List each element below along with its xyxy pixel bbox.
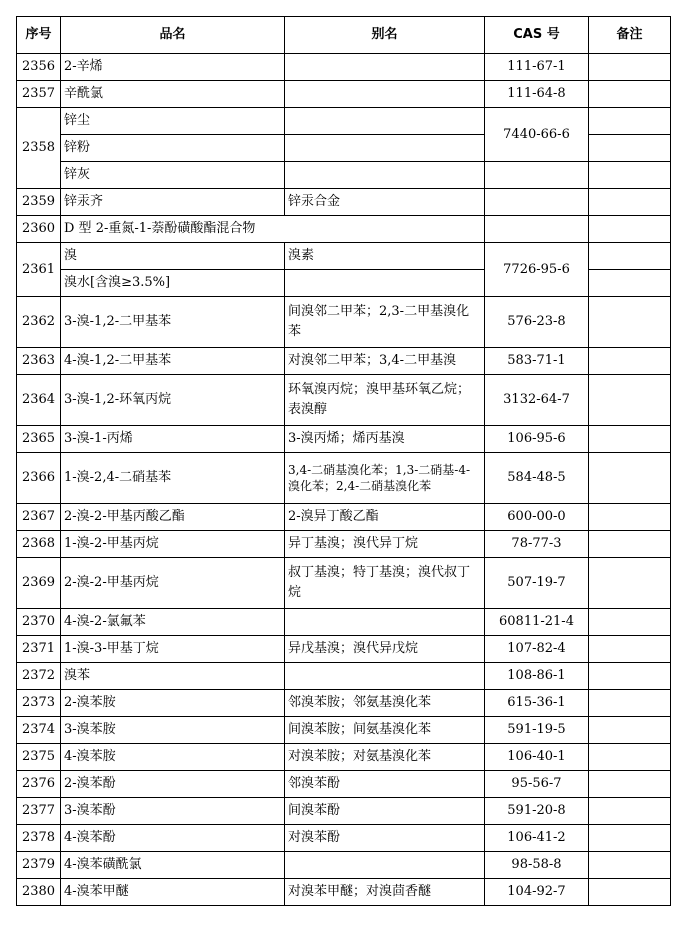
cell-name: 辛酰氯 (61, 81, 285, 108)
cell-alias: 间溴苯胺；间氨基溴化苯 (285, 717, 485, 744)
cell-cas: 3132-64-7 (485, 375, 589, 426)
table-row (17, 798, 671, 825)
cell-alias: 溴素 (285, 243, 485, 270)
cell-alias: 异戊基溴；溴代异戊烷 (285, 636, 485, 663)
cell-no: 2375 (17, 744, 61, 771)
cell-name: 溴苯 (61, 663, 285, 690)
table-row (17, 81, 671, 108)
cell-note (589, 558, 671, 609)
cell-note (589, 531, 671, 558)
cell-note (589, 690, 671, 717)
cell-alias: 邻溴苯胺；邻氨基溴化苯 (285, 690, 485, 717)
cell-name: 4-溴苯磺酰氯 (61, 852, 285, 879)
cell-cas: 584-48-5 (485, 453, 589, 504)
cell-name: 锌灰 (61, 162, 285, 189)
cell-name: 3-溴-1,2-二甲基苯 (61, 297, 285, 348)
cell-note (589, 717, 671, 744)
cell-note (589, 744, 671, 771)
header-alias: 别名 (285, 17, 485, 54)
table-row (17, 504, 671, 531)
cell-no: 2371 (17, 636, 61, 663)
table-row (17, 426, 671, 453)
cell-no: 2367 (17, 504, 61, 531)
cell-alias: 间溴苯酚 (285, 798, 485, 825)
cell-note (589, 504, 671, 531)
cell-note (589, 879, 671, 906)
cell-alias: 3,4-二硝基溴化苯；1,3-二硝基-4-溴化苯；2,4-二硝基溴化苯 (285, 453, 485, 504)
header-cas: CAS 号 (485, 17, 589, 54)
cell-note (589, 216, 671, 243)
cell-note (589, 375, 671, 426)
cell-alias: 对溴苯甲醚；对溴茴香醚 (285, 879, 485, 906)
table-row (17, 375, 671, 426)
cell-cas: 98-58-8 (485, 852, 589, 879)
cell-cas: 107-82-4 (485, 636, 589, 663)
table-row (17, 663, 671, 690)
cell-no: 2370 (17, 609, 61, 636)
cell-no: 2356 (17, 54, 61, 81)
table-row (17, 54, 671, 81)
cell-name: 3-溴-1-丙烯 (61, 426, 285, 453)
cell-note (589, 54, 671, 81)
table-row (17, 297, 671, 348)
cell-no: 2364 (17, 375, 61, 426)
cell-alias: 对溴苯酚 (285, 825, 485, 852)
cell-cas (485, 162, 589, 189)
header-name: 品名 (61, 17, 285, 54)
cell-cas: 108-86-1 (485, 663, 589, 690)
cell-cas: 60811-21-4 (485, 609, 589, 636)
cell-alias: 对溴苯胺；对氨基溴化苯 (285, 744, 485, 771)
cell-no: 2359 (17, 189, 61, 216)
table-row (17, 453, 671, 504)
cell-alias: 环氧溴丙烷；溴甲基环氧乙烷；表溴醇 (285, 375, 485, 426)
cell-alias: 锌汞合金 (285, 189, 485, 216)
cell-cas: 106-95-6 (485, 426, 589, 453)
cell-alias: 间溴邻二甲苯；2,3-二甲基溴化苯 (285, 297, 485, 348)
table-row (17, 717, 671, 744)
cell-note (589, 771, 671, 798)
cell-alias: 异丁基溴；溴代异丁烷 (285, 531, 485, 558)
cell-no: 2378 (17, 825, 61, 852)
cell-name: 2-辛烯 (61, 54, 285, 81)
cell-note (589, 426, 671, 453)
cell-no: 2369 (17, 558, 61, 609)
cell-note (589, 162, 671, 189)
cell-no: 2374 (17, 717, 61, 744)
table-row (17, 216, 671, 243)
cell-no: 2368 (17, 531, 61, 558)
cell-alias: 叔丁基溴；特丁基溴；溴代叔丁烷 (285, 558, 485, 609)
header-no: 序号 (17, 17, 61, 54)
cell-cas (485, 189, 589, 216)
cell-name: 3-溴苯酚 (61, 798, 285, 825)
cell-name: 2-溴苯酚 (61, 771, 285, 798)
cell-alias (285, 162, 485, 189)
cell-no: 2377 (17, 798, 61, 825)
cell-cas: 7726-95-6 (485, 243, 589, 297)
cell-name: 锌汞齐 (61, 189, 285, 216)
table-row (17, 108, 671, 135)
cell-note (589, 135, 671, 162)
table-row (17, 825, 671, 852)
header-note: 备注 (589, 17, 671, 54)
cell-name: 2-溴苯胺 (61, 690, 285, 717)
cell-name: 溴水[含溴≥3.5%] (61, 270, 285, 297)
cell-name: 2-溴-2-甲基丙酸乙酯 (61, 504, 285, 531)
cell-name: 3-溴-1,2-环氧丙烷 (61, 375, 285, 426)
cell-name: 锌粉 (61, 135, 285, 162)
cell-note (589, 297, 671, 348)
cell-no: 2361 (17, 243, 61, 297)
cell-name: 3-溴苯胺 (61, 717, 285, 744)
cell-name: 1-溴-3-甲基丁烷 (61, 636, 285, 663)
cell-alias: 3-溴丙烯；烯丙基溴 (285, 426, 485, 453)
cell-alias: 2-溴异丁酸乙酯 (285, 504, 485, 531)
cell-no: 2362 (17, 297, 61, 348)
cell-alias (285, 81, 485, 108)
table-row (17, 771, 671, 798)
cell-cas: 600-00-0 (485, 504, 589, 531)
cell-alias (285, 135, 485, 162)
table-row (17, 348, 671, 375)
cell-name: 4-溴苯甲醚 (61, 879, 285, 906)
cell-note (589, 453, 671, 504)
cell-alias (285, 270, 485, 297)
cell-no: 2372 (17, 663, 61, 690)
table-row (17, 558, 671, 609)
cell-cas: 104-92-7 (485, 879, 589, 906)
cell-cas: 507-19-7 (485, 558, 589, 609)
cell-note (589, 636, 671, 663)
cell-note (589, 825, 671, 852)
cell-note (589, 189, 671, 216)
cell-note (589, 243, 671, 270)
cell-no: 2379 (17, 852, 61, 879)
chemicals-table (16, 16, 671, 906)
cell-cas: 591-20-8 (485, 798, 589, 825)
cell-no: 2360 (17, 216, 61, 243)
cell-name: 锌尘 (61, 108, 285, 135)
cell-no: 2357 (17, 81, 61, 108)
table-row (17, 879, 671, 906)
cell-no: 2365 (17, 426, 61, 453)
cell-cas: 615-36-1 (485, 690, 589, 717)
cell-note (589, 108, 671, 135)
cell-cas: 106-40-1 (485, 744, 589, 771)
cell-cas: 583-71-1 (485, 348, 589, 375)
cell-no: 2358 (17, 108, 61, 189)
cell-alias (285, 609, 485, 636)
cell-note (589, 609, 671, 636)
cell-no: 2366 (17, 453, 61, 504)
cell-note (589, 798, 671, 825)
cell-cas: 111-67-1 (485, 54, 589, 81)
cell-note (589, 270, 671, 297)
cell-name: 4-溴-2-氯氟苯 (61, 609, 285, 636)
cell-name: 2-溴-2-甲基丙烷 (61, 558, 285, 609)
cell-name: 4-溴-1,2-二甲基苯 (61, 348, 285, 375)
cell-note (589, 81, 671, 108)
cell-cas: 7440-66-6 (485, 108, 589, 162)
cell-name: 溴 (61, 243, 285, 270)
cell-name: 4-溴苯酚 (61, 825, 285, 852)
cell-no: 2373 (17, 690, 61, 717)
cell-alias (285, 852, 485, 879)
cell-name: 1-溴-2-甲基丙烷 (61, 531, 285, 558)
cell-alias (285, 663, 485, 690)
cell-name: D 型 2-重氮-1-萘酚磺酸酯混合物 (61, 216, 485, 243)
cell-cas: 78-77-3 (485, 531, 589, 558)
cell-cas: 95-56-7 (485, 771, 589, 798)
table-row (17, 162, 671, 189)
cell-alias (285, 108, 485, 135)
cell-no: 2363 (17, 348, 61, 375)
table-row (17, 189, 671, 216)
table-row (17, 690, 671, 717)
cell-cas: 576-23-8 (485, 297, 589, 348)
cell-note (589, 348, 671, 375)
table-header-row (17, 17, 671, 54)
table-row (17, 744, 671, 771)
cell-note (589, 663, 671, 690)
table-row (17, 609, 671, 636)
cell-name: 4-溴苯胺 (61, 744, 285, 771)
table-row (17, 852, 671, 879)
cell-cas: 106-41-2 (485, 825, 589, 852)
table-row (17, 636, 671, 663)
cell-name: 1-溴-2,4-二硝基苯 (61, 453, 285, 504)
cell-alias: 对溴邻二甲苯；3,4-二甲基溴 (285, 348, 485, 375)
table-row (17, 243, 671, 270)
cell-alias: 邻溴苯酚 (285, 771, 485, 798)
cell-no: 2380 (17, 879, 61, 906)
cell-note (589, 852, 671, 879)
cell-cas: 111-64-8 (485, 81, 589, 108)
cell-cas (485, 216, 589, 243)
cell-cas: 591-19-5 (485, 717, 589, 744)
cell-alias (285, 54, 485, 81)
table-row (17, 531, 671, 558)
cell-no: 2376 (17, 771, 61, 798)
